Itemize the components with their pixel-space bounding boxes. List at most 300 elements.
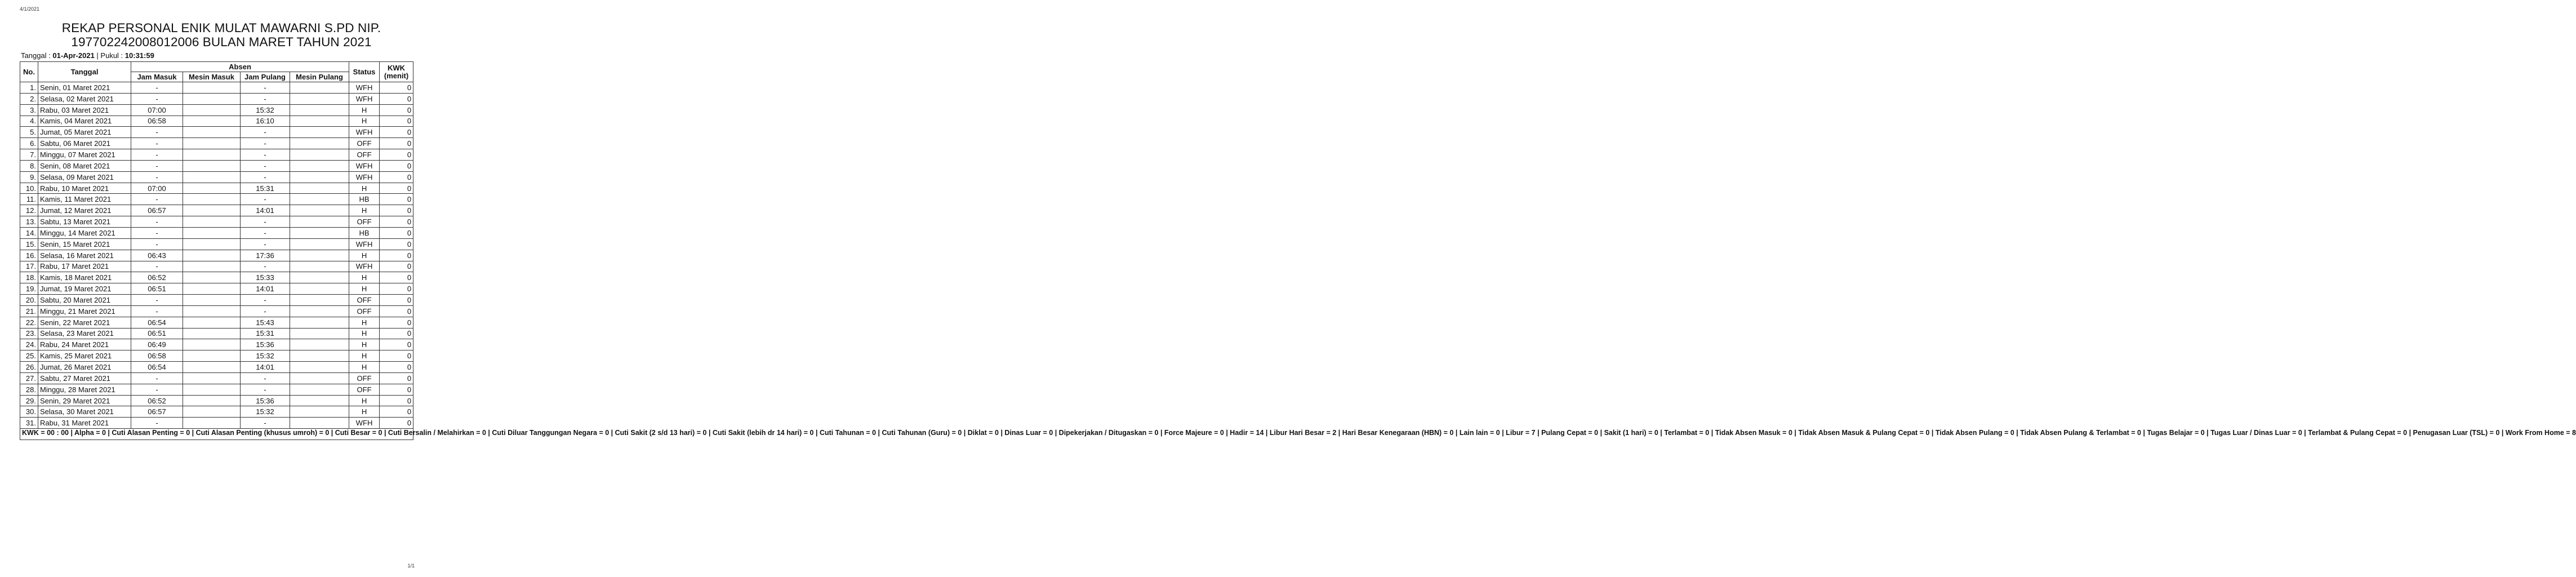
table-row <box>20 171 413 183</box>
cell-kwk: 0 <box>380 406 413 418</box>
cell-no: 2. <box>20 93 38 104</box>
cell-jam-masuk: 06:58 <box>131 116 183 127</box>
cell-tanggal: Senin, 29 Maret 2021 <box>38 395 131 406</box>
printed-date-value: 01-Apr-2021 <box>52 51 95 60</box>
cell-mesin-masuk <box>183 238 241 250</box>
cell-mesin-pulang <box>290 272 349 283</box>
cell-mesin-pulang <box>290 205 349 216</box>
cell-kwk: 0 <box>380 116 413 127</box>
cell-no: 21. <box>20 305 38 317</box>
cell-jam-masuk: - <box>131 384 183 395</box>
cell-mesin-masuk <box>183 205 241 216</box>
cell-mesin-masuk <box>183 93 241 104</box>
cell-mesin-masuk <box>183 406 241 418</box>
cell-tanggal: Rabu, 17 Maret 2021 <box>38 261 131 272</box>
cell-mesin-masuk <box>183 395 241 406</box>
cell-jam-pulang: - <box>241 160 290 171</box>
cell-status: H <box>349 406 380 418</box>
cell-tanggal: Senin, 15 Maret 2021 <box>38 238 131 250</box>
cell-status: H <box>349 250 380 261</box>
cell-jam-masuk: - <box>131 305 183 317</box>
cell-no: 31. <box>20 418 38 429</box>
cell-no: 13. <box>20 216 38 228</box>
cell-no: 19. <box>20 283 38 295</box>
table-row <box>20 295 413 306</box>
cell-tanggal: Rabu, 24 Maret 2021 <box>38 339 131 350</box>
cell-jam-masuk: 06:54 <box>131 317 183 328</box>
attendance-table <box>20 61 2576 440</box>
cell-jam-pulang: 15:36 <box>241 339 290 350</box>
cell-kwk: 0 <box>380 272 413 283</box>
cell-status: WFH <box>349 93 380 104</box>
cell-kwk: 0 <box>380 104 413 116</box>
cell-jam-masuk: 06:52 <box>131 272 183 283</box>
cell-status: H <box>349 350 380 362</box>
printed-date-label: Tanggal : <box>21 51 53 60</box>
cell-no: 3. <box>20 104 38 116</box>
cell-no: 26. <box>20 362 38 373</box>
cell-jam-pulang: 15:36 <box>241 395 290 406</box>
table-row <box>20 283 413 295</box>
cell-jam-pulang: 16:10 <box>241 116 290 127</box>
cell-kwk: 0 <box>380 395 413 406</box>
cell-status: H <box>349 183 380 194</box>
cell-tanggal: Jumat, 12 Maret 2021 <box>38 205 131 216</box>
table-row <box>20 82 413 94</box>
cell-tanggal: Jumat, 26 Maret 2021 <box>38 362 131 373</box>
cell-jam-pulang: - <box>241 238 290 250</box>
cell-jam-masuk: - <box>131 194 183 205</box>
cell-tanggal: Kamis, 11 Maret 2021 <box>38 194 131 205</box>
table-row <box>20 384 413 395</box>
cell-jam-masuk: 06:57 <box>131 205 183 216</box>
cell-mesin-masuk <box>183 138 241 149</box>
cell-jam-masuk: - <box>131 93 183 104</box>
cell-no: 24. <box>20 339 38 350</box>
cell-mesin-pulang <box>290 171 349 183</box>
cell-status: H <box>349 395 380 406</box>
table-row <box>20 350 413 362</box>
cell-tanggal: Rabu, 10 Maret 2021 <box>38 183 131 194</box>
cell-status: H <box>349 283 380 295</box>
cell-mesin-pulang <box>290 183 349 194</box>
cell-no: 9. <box>20 171 38 183</box>
cell-jam-masuk: - <box>131 227 183 238</box>
table-row <box>20 216 413 228</box>
cell-jam-pulang: - <box>241 305 290 317</box>
cell-kwk: 0 <box>380 171 413 183</box>
cell-tanggal: Jumat, 05 Maret 2021 <box>38 127 131 138</box>
cell-jam-masuk: 06:43 <box>131 250 183 261</box>
cell-no: 14. <box>20 227 38 238</box>
cell-tanggal: Sabtu, 13 Maret 2021 <box>38 216 131 228</box>
cell-status: H <box>349 317 380 328</box>
table-row <box>20 418 413 429</box>
cell-tanggal: Minggu, 21 Maret 2021 <box>38 305 131 317</box>
print-date: 4/1/2021 <box>20 6 40 12</box>
cell-jam-masuk: 06:52 <box>131 395 183 406</box>
cell-kwk: 0 <box>380 283 413 295</box>
cell-mesin-pulang <box>290 82 349 94</box>
cell-no: 27. <box>20 372 38 384</box>
table-row <box>20 339 413 350</box>
table-row <box>20 227 413 238</box>
cell-kwk: 0 <box>380 339 413 350</box>
cell-no: 28. <box>20 384 38 395</box>
cell-mesin-pulang <box>290 350 349 362</box>
cell-jam-masuk: 06:54 <box>131 362 183 373</box>
cell-no: 10. <box>20 183 38 194</box>
cell-kwk: 0 <box>380 238 413 250</box>
cell-no: 22. <box>20 317 38 328</box>
table-row <box>20 104 413 116</box>
cell-mesin-pulang <box>290 317 349 328</box>
cell-status: HB <box>349 227 380 238</box>
cell-kwk: 0 <box>380 93 413 104</box>
cell-kwk: 0 <box>380 138 413 149</box>
cell-jam-pulang: - <box>241 418 290 429</box>
cell-jam-pulang: - <box>241 82 290 94</box>
cell-kwk: 0 <box>380 305 413 317</box>
cell-jam-pulang: 15:32 <box>241 406 290 418</box>
cell-no: 25. <box>20 350 38 362</box>
cell-mesin-masuk <box>183 183 241 194</box>
attendance-rows <box>20 82 413 429</box>
table-row <box>20 261 413 272</box>
cell-jam-pulang: - <box>241 149 290 161</box>
printed-time-label: Pukul : <box>100 51 125 60</box>
cell-status: OFF <box>349 149 380 161</box>
cell-kwk: 0 <box>380 328 413 339</box>
cell-mesin-pulang <box>290 395 349 406</box>
cell-tanggal: Sabtu, 20 Maret 2021 <box>38 295 131 306</box>
cell-no: 6. <box>20 138 38 149</box>
col-status-header: Status <box>349 62 380 82</box>
cell-mesin-pulang <box>290 328 349 339</box>
cell-mesin-pulang <box>290 194 349 205</box>
cell-kwk: 0 <box>380 183 413 194</box>
table-row <box>20 328 413 339</box>
table-row <box>20 272 413 283</box>
cell-kwk: 0 <box>380 350 413 362</box>
cell-mesin-masuk <box>183 127 241 138</box>
cell-mesin-masuk <box>183 104 241 116</box>
table-row <box>20 116 413 127</box>
cell-tanggal: Kamis, 18 Maret 2021 <box>38 272 131 283</box>
report-title: REKAP PERSONAL ENIK MULAT MAWARNI S.PD NIP. 197702242008012006 BULAN MARET TAHUN 2021 <box>61 21 381 49</box>
table-row <box>20 127 413 138</box>
col-kwk-header: KWK (menit) <box>380 62 413 82</box>
cell-status: H <box>349 104 380 116</box>
cell-jam-pulang: - <box>241 127 290 138</box>
cell-mesin-pulang <box>290 160 349 171</box>
cell-status: H <box>349 328 380 339</box>
cell-jam-pulang: - <box>241 372 290 384</box>
cell-tanggal: Selasa, 30 Maret 2021 <box>38 406 131 418</box>
cell-mesin-masuk <box>183 339 241 350</box>
cell-tanggal: Selasa, 23 Maret 2021 <box>38 328 131 339</box>
cell-tanggal: Senin, 08 Maret 2021 <box>38 160 131 171</box>
cell-mesin-pulang <box>290 227 349 238</box>
cell-tanggal: Minggu, 14 Maret 2021 <box>38 227 131 238</box>
table-row <box>20 205 413 216</box>
printed-time-value: 10:31:59 <box>124 51 154 60</box>
cell-jam-masuk: - <box>131 295 183 306</box>
table-row <box>20 183 413 194</box>
table-row <box>20 305 413 317</box>
cell-mesin-pulang <box>290 149 349 161</box>
cell-tanggal: Kamis, 25 Maret 2021 <box>38 350 131 362</box>
cell-no: 1. <box>20 82 38 94</box>
cell-kwk: 0 <box>380 317 413 328</box>
table-row <box>20 149 413 161</box>
cell-mesin-pulang <box>290 116 349 127</box>
cell-status: H <box>349 205 380 216</box>
cell-no: 18. <box>20 272 38 283</box>
cell-jam-masuk: 07:00 <box>131 104 183 116</box>
cell-jam-masuk: - <box>131 138 183 149</box>
cell-mesin-masuk <box>183 82 241 94</box>
cell-jam-masuk: 06:57 <box>131 406 183 418</box>
cell-mesin-pulang <box>290 305 349 317</box>
cell-jam-pulang: 15:33 <box>241 272 290 283</box>
table-row <box>20 238 413 250</box>
cell-mesin-masuk <box>183 261 241 272</box>
cell-tanggal: Jumat, 19 Maret 2021 <box>38 283 131 295</box>
cell-mesin-masuk <box>183 362 241 373</box>
cell-jam-masuk: 06:51 <box>131 283 183 295</box>
table-row <box>20 406 413 418</box>
cell-jam-pulang: 15:32 <box>241 350 290 362</box>
cell-mesin-masuk <box>183 116 241 127</box>
cell-jam-masuk: - <box>131 418 183 429</box>
cell-mesin-pulang <box>290 339 349 350</box>
col-absen-header: Absen <box>131 62 349 72</box>
cell-jam-pulang: - <box>241 227 290 238</box>
cell-jam-pulang: 15:43 <box>241 317 290 328</box>
cell-mesin-pulang <box>290 283 349 295</box>
cell-status: WFH <box>349 418 380 429</box>
cell-status: OFF <box>349 384 380 395</box>
cell-mesin-pulang <box>290 261 349 272</box>
cell-no: 15. <box>20 238 38 250</box>
cell-mesin-pulang <box>290 93 349 104</box>
table-row <box>20 250 413 261</box>
cell-mesin-masuk <box>183 350 241 362</box>
cell-status: HB <box>349 194 380 205</box>
cell-tanggal: Minggu, 28 Maret 2021 <box>38 384 131 395</box>
col-tanggal-header: Tanggal <box>38 62 131 82</box>
cell-jam-masuk: - <box>131 238 183 250</box>
cell-status: H <box>349 116 380 127</box>
cell-jam-masuk: - <box>131 216 183 228</box>
cell-kwk: 0 <box>380 384 413 395</box>
cell-mesin-masuk <box>183 418 241 429</box>
cell-jam-masuk: 06:58 <box>131 350 183 362</box>
cell-mesin-masuk <box>183 250 241 261</box>
cell-kwk: 0 <box>380 194 413 205</box>
table-row <box>20 93 413 104</box>
cell-jam-masuk: 06:49 <box>131 339 183 350</box>
cell-status: WFH <box>349 261 380 272</box>
cell-mesin-pulang <box>290 406 349 418</box>
cell-mesin-pulang <box>290 216 349 228</box>
cell-mesin-masuk <box>183 216 241 228</box>
cell-mesin-pulang <box>290 104 349 116</box>
cell-jam-masuk: - <box>131 127 183 138</box>
cell-tanggal: Rabu, 03 Maret 2021 <box>38 104 131 116</box>
cell-mesin-masuk <box>183 194 241 205</box>
cell-no: 16. <box>20 250 38 261</box>
cell-kwk: 0 <box>380 160 413 171</box>
cell-tanggal: Selasa, 09 Maret 2021 <box>38 171 131 183</box>
cell-mesin-masuk <box>183 171 241 183</box>
col-jam-masuk-header: Jam Masuk <box>131 72 183 82</box>
cell-mesin-pulang <box>290 250 349 261</box>
cell-jam-pulang: 14:01 <box>241 362 290 373</box>
cell-jam-pulang: 15:31 <box>241 328 290 339</box>
table-row <box>20 362 413 373</box>
cell-tanggal: Selasa, 02 Maret 2021 <box>38 93 131 104</box>
cell-kwk: 0 <box>380 362 413 373</box>
cell-status: H <box>349 272 380 283</box>
cell-mesin-masuk <box>183 295 241 306</box>
cell-mesin-pulang <box>290 362 349 373</box>
cell-status: OFF <box>349 295 380 306</box>
cell-no: 11. <box>20 194 38 205</box>
cell-jam-pulang: - <box>241 261 290 272</box>
cell-mesin-masuk <box>183 328 241 339</box>
cell-status: H <box>349 339 380 350</box>
cell-no: 7. <box>20 149 38 161</box>
cell-no: 12. <box>20 205 38 216</box>
cell-tanggal: Senin, 22 Maret 2021 <box>38 317 131 328</box>
cell-kwk: 0 <box>380 261 413 272</box>
cell-mesin-masuk <box>183 160 241 171</box>
cell-kwk: 0 <box>380 216 413 228</box>
cell-mesin-pulang <box>290 295 349 306</box>
cell-kwk: 0 <box>380 372 413 384</box>
cell-kwk: 0 <box>380 82 413 94</box>
cell-jam-pulang: 15:31 <box>241 183 290 194</box>
cell-mesin-masuk <box>183 283 241 295</box>
cell-tanggal: Sabtu, 27 Maret 2021 <box>38 372 131 384</box>
cell-status: WFH <box>349 238 380 250</box>
cell-no: 30. <box>20 406 38 418</box>
cell-mesin-masuk <box>183 384 241 395</box>
cell-kwk: 0 <box>380 250 413 261</box>
cell-jam-masuk: - <box>131 261 183 272</box>
cell-status: WFH <box>349 171 380 183</box>
cell-jam-pulang: 14:01 <box>241 283 290 295</box>
cell-status: H <box>349 362 380 373</box>
cell-jam-pulang: - <box>241 295 290 306</box>
cell-jam-pulang: 14:01 <box>241 205 290 216</box>
col-mesin-masuk-header: Mesin Masuk <box>183 72 241 82</box>
cell-jam-pulang: - <box>241 93 290 104</box>
summary-text: KWK = 00 : 00 | Alpha = 0 | Cuti Alasan Penting = 0 | Cuti Alasan Penting (khusus umroh) = 0 | Cuti Besar = 0 | Cuti Bersalin / Melahirkan = 0 | Cuti Diluar Tanggungan Negara = 0 | Cuti Sakit (2 s/d 13 hari) = 0 | Cuti Sakit (lebih dr 14 hari) = 0 | Cuti Tahunan = 0 | Cuti Tahunan (Guru) = 0 | Diklat = 0 | Dinas Luar = 0 | Dipekerjakan / Ditugaskan = 0 | Force Majeure = 0 | Hadir = 14 | Libur Hari Besar = 2 | Hari Besar Kenegaraan (HBN) = 0 | Lain lain = 0 | Libur = 7 | Pulang Cepat = 0 | Sakit (1 hari) = 0 | Terlambat = 0 | Tidak Absen Masuk = 0 | Tidak Absen Masuk & Pulang Cepat = 0 | Tidak Absen Pulang = 0 | Tidak Absen Pulang & Terlambat = 0 | Tugas Belajar = 0 | Tugas Luar / Dinas Luar = 0 | Terlambat & Pulang Cepat = 0 | Penugasan Luar (TSL) = 0 | Work From Home = 8 <box>20 429 413 440</box>
cell-kwk: 0 <box>380 295 413 306</box>
cell-kwk: 0 <box>380 227 413 238</box>
cell-tanggal: Senin, 01 Maret 2021 <box>38 82 131 94</box>
cell-kwk: 0 <box>380 418 413 429</box>
table-row <box>20 372 413 384</box>
cell-mesin-pulang <box>290 384 349 395</box>
col-no-header: No. <box>20 62 38 82</box>
cell-jam-pulang: 17:36 <box>241 250 290 261</box>
cell-no: 4. <box>20 116 38 127</box>
cell-tanggal: Minggu, 07 Maret 2021 <box>38 149 131 161</box>
cell-no: 17. <box>20 261 38 272</box>
cell-kwk: 0 <box>380 205 413 216</box>
cell-no: 8. <box>20 160 38 171</box>
cell-kwk: 0 <box>380 127 413 138</box>
cell-mesin-masuk <box>183 227 241 238</box>
cell-jam-masuk: - <box>131 372 183 384</box>
cell-tanggal: Rabu, 31 Maret 2021 <box>38 418 131 429</box>
cell-status: WFH <box>349 127 380 138</box>
summary-row <box>20 429 413 440</box>
cell-status: OFF <box>349 138 380 149</box>
cell-jam-pulang: - <box>241 138 290 149</box>
cell-jam-masuk: - <box>131 171 183 183</box>
page-number: 1/1 <box>407 563 415 569</box>
cell-mesin-masuk <box>183 272 241 283</box>
cell-status: WFH <box>349 82 380 94</box>
col-mesin-pulang-header: Mesin Pulang <box>290 72 349 82</box>
cell-mesin-masuk <box>183 305 241 317</box>
cell-jam-masuk: 07:00 <box>131 183 183 194</box>
col-jam-pulang-header: Jam Pulang <box>241 72 290 82</box>
cell-mesin-masuk <box>183 149 241 161</box>
cell-jam-masuk: - <box>131 149 183 161</box>
cell-jam-pulang: 15:32 <box>241 104 290 116</box>
cell-no: 20. <box>20 295 38 306</box>
cell-jam-pulang: - <box>241 171 290 183</box>
cell-jam-masuk: - <box>131 160 183 171</box>
cell-mesin-pulang <box>290 127 349 138</box>
cell-status: WFH <box>349 160 380 171</box>
printed-at-line <box>21 51 154 60</box>
table-row <box>20 395 413 406</box>
cell-tanggal: Kamis, 04 Maret 2021 <box>38 116 131 127</box>
cell-jam-pulang: - <box>241 216 290 228</box>
table-row <box>20 194 413 205</box>
cell-no: 29. <box>20 395 38 406</box>
cell-no: 5. <box>20 127 38 138</box>
table-row <box>20 317 413 328</box>
table-row <box>20 160 413 171</box>
cell-mesin-masuk <box>183 372 241 384</box>
cell-mesin-pulang <box>290 138 349 149</box>
cell-tanggal: Sabtu, 06 Maret 2021 <box>38 138 131 149</box>
cell-jam-masuk: - <box>131 82 183 94</box>
cell-status: OFF <box>349 372 380 384</box>
cell-jam-pulang: - <box>241 194 290 205</box>
cell-mesin-masuk <box>183 317 241 328</box>
cell-kwk: 0 <box>380 149 413 161</box>
printed-separator: | <box>94 51 101 60</box>
cell-status: OFF <box>349 305 380 317</box>
cell-mesin-pulang <box>290 372 349 384</box>
cell-jam-pulang: - <box>241 384 290 395</box>
cell-mesin-pulang <box>290 418 349 429</box>
cell-mesin-pulang <box>290 238 349 250</box>
cell-jam-masuk: 06:51 <box>131 328 183 339</box>
cell-no: 23. <box>20 328 38 339</box>
table-row <box>20 138 413 149</box>
cell-status: OFF <box>349 216 380 228</box>
